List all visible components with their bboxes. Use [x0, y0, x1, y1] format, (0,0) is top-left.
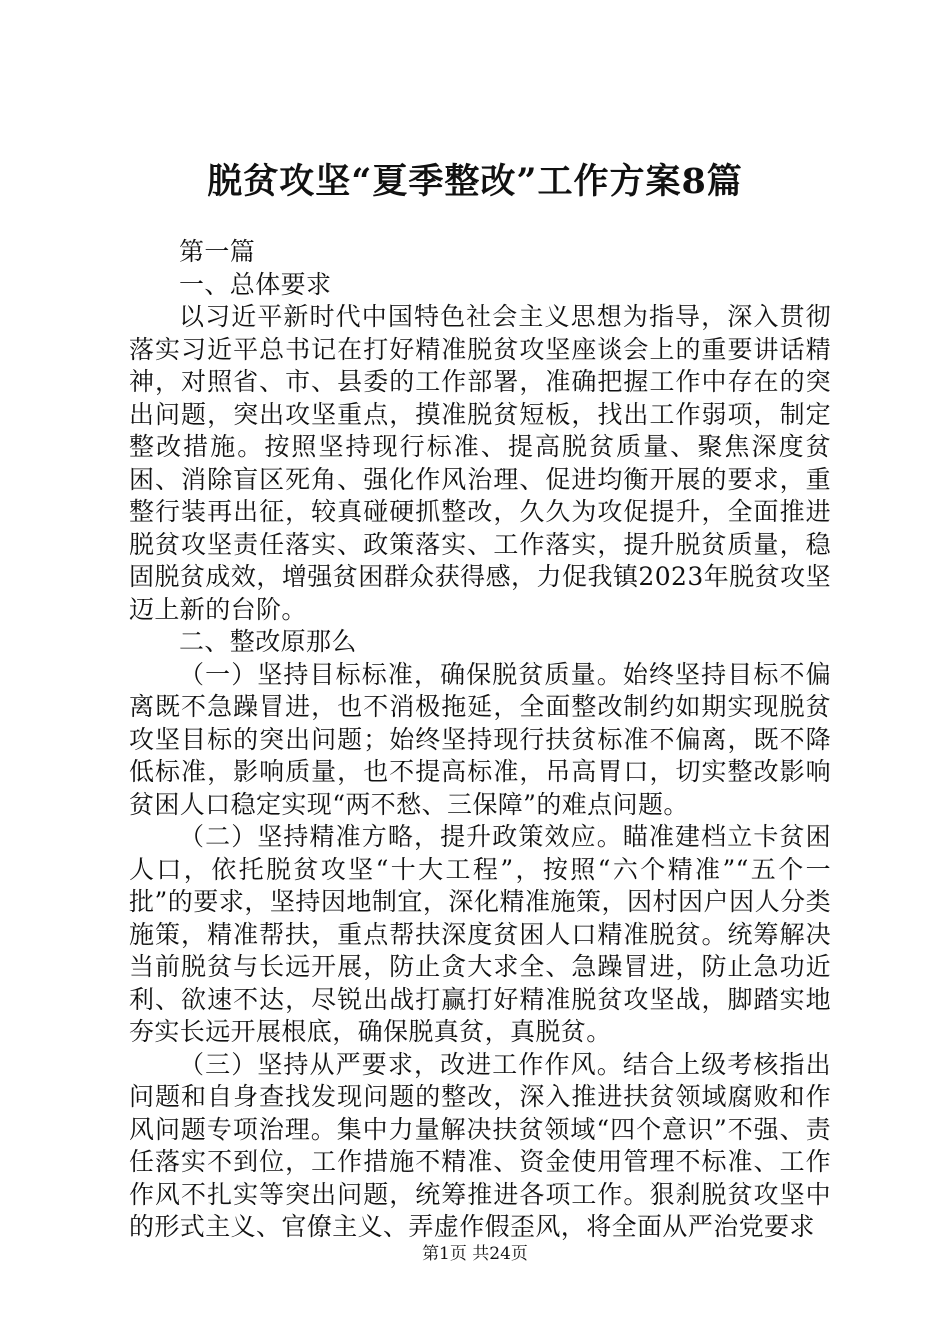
- section-label: 第一篇: [179, 237, 256, 266]
- paragraph-principle-1: （一）坚持目标标准，确保脱贫质量。始终坚持目标不偏离既不急躁冒进，也不消极拖延，全面整改制约如期实现脱贫攻坚目标的突出问题；始终坚持现行扶贫标准不偏离，既不降低标准，影响质量，也不提高标准，吊高胃口，切实整改影响贫困人口稳定实现“两不愁、三保障”的难点问题。: [129, 659, 831, 819]
- page-footer: 第1页 共24页: [422, 1244, 528, 1264]
- heading-general-requirements: 一、总体要求: [179, 269, 332, 299]
- document-title: 脱贫攻坚“夏季整改”工作方案8篇: [207, 161, 743, 202]
- paragraph-principle-2: （二）坚持精准方略，提升政策效应。瞄准建档立卡贫困人口，依托脱贫攻坚“十大工程”，按照“六个精准”“五个一批”的要求，坚持因地制宜，深化精准施策，因村因户因人分类施策，精准帮扶，重点帮扶深度贫困人口精准脱贫。统筹解决当前脱贫与长远开展，防止贪大求全、急躁冒进，防止急功近利、欲速不达，尽锐出战打赢打好精准脱贫攻坚战，脚踏实地夯实长远开展根底，确保脱真贫，真脱贫。: [129, 822, 831, 1046]
- paragraph-principle-3: （三）坚持从严要求，改进工作作风。结合上级考核指出问题和自身查找发现问题的整改，深入推进扶贫领域腐败和作风问题专项治理。集中力量解决扶贫领域“四个意识”不强、责任落实不到位，工作措施不精准、资金使用管理不标准、工作作风不扎实等突出问题，统筹推进各项工作。狠刹脱贫攻坚中的形式主义、官僚主义、弄虚作假歪风，将全面从严治党要求: [129, 1049, 831, 1241]
- document-body: [129, 236, 831, 1244]
- paragraph-general-requirements: 以习近平新时代中国特色社会主义思想为指导，深入贯彻落实习近平总书记在打好精准脱贫攻坚座谈会上的重要讲话精神，对照省、市、县委的工作部署，准确把握工作中存在的突出问题，突出攻坚重点，摸准脱贫短板，找出工作弱项，制定整改措施。按照坚持现行标准、提高脱贫质量、聚焦深度贫困、消除盲区死角、强化作风治理、促进均衡开展的要求，重整行装再出征，较真碰硬抓整改，久久为攻促提升，全面推进脱贫攻坚责任落实、政策落实、工作落实，提升脱贫质量，稳固脱贫成效，增强贫困群众获得感，力促我镇2023年脱贫攻坚迈上新的台阶。: [129, 302, 831, 624]
- heading-rectification-principles: 二、整改原那么: [179, 627, 357, 656]
